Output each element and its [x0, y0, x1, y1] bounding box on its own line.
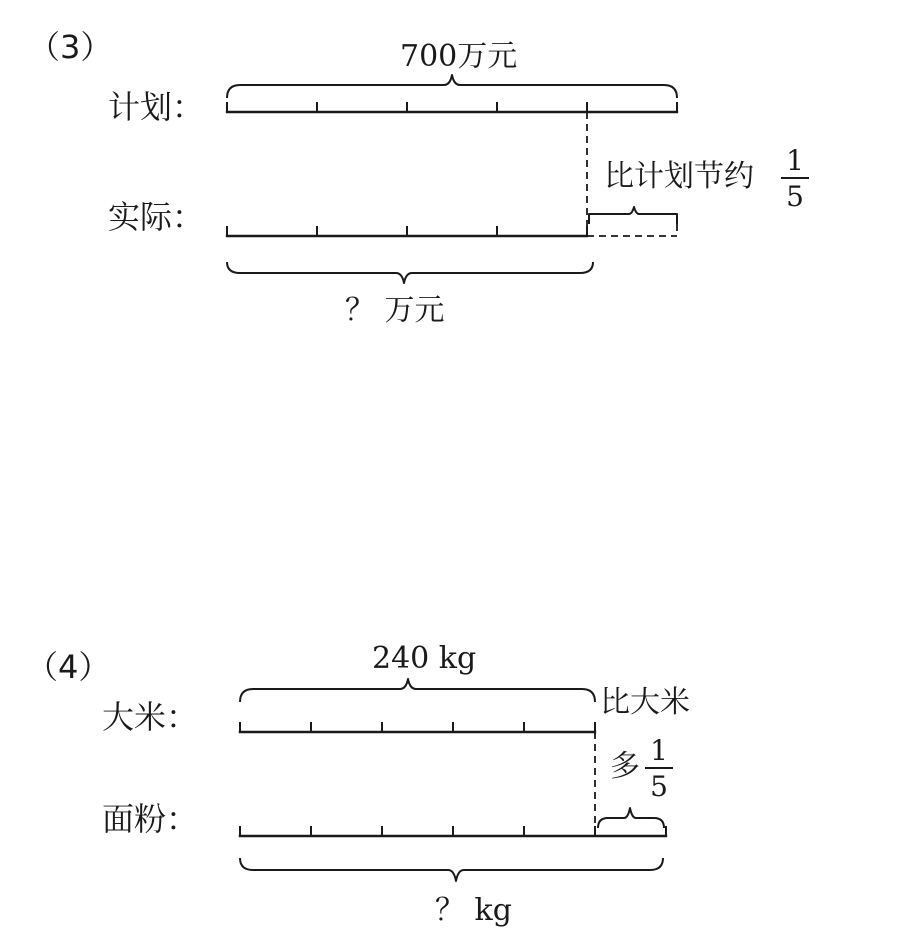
flour-row-label: 面粉： [102, 800, 199, 838]
plan-total-brace [227, 75, 677, 98]
more-fraction [645, 734, 673, 803]
flour-unknown-label: ？ kg [435, 893, 512, 928]
actual-total-brace [227, 262, 593, 283]
problem-3-number: （3） [28, 28, 113, 66]
problem-4 [26, 641, 690, 928]
saving-text: 比计划节约 [604, 159, 754, 194]
problem-4-number: （4） [26, 648, 111, 686]
rice-total-brace [240, 679, 595, 702]
more-text: 多 [610, 749, 640, 784]
problem-3 [28, 28, 809, 328]
more-fraction-denominator: 5 [650, 770, 668, 803]
plan-total-label: 700万元 [400, 39, 518, 74]
flour-ticks [240, 826, 666, 836]
more-fraction-numerator: 1 [650, 734, 668, 767]
saving-fraction-numerator: 1 [786, 144, 804, 177]
compare-text: 比大米 [600, 685, 690, 720]
actual-row-label: 实际： [108, 198, 205, 236]
actual-unknown-label: ？ 万元 [345, 293, 445, 328]
saving-fraction [781, 144, 809, 213]
rice-ticks [240, 722, 595, 732]
rice-total-label: 240 kg [372, 641, 477, 676]
plan-ticks [227, 102, 677, 112]
rice-row-label: 大米： [102, 698, 199, 736]
extra-brace [598, 808, 664, 828]
saving-brace [589, 207, 677, 224]
saving-fraction-denominator: 5 [786, 180, 804, 213]
actual-ticks [227, 226, 587, 236]
plan-row-label: 计划： [108, 88, 205, 126]
flour-total-brace [240, 858, 663, 881]
